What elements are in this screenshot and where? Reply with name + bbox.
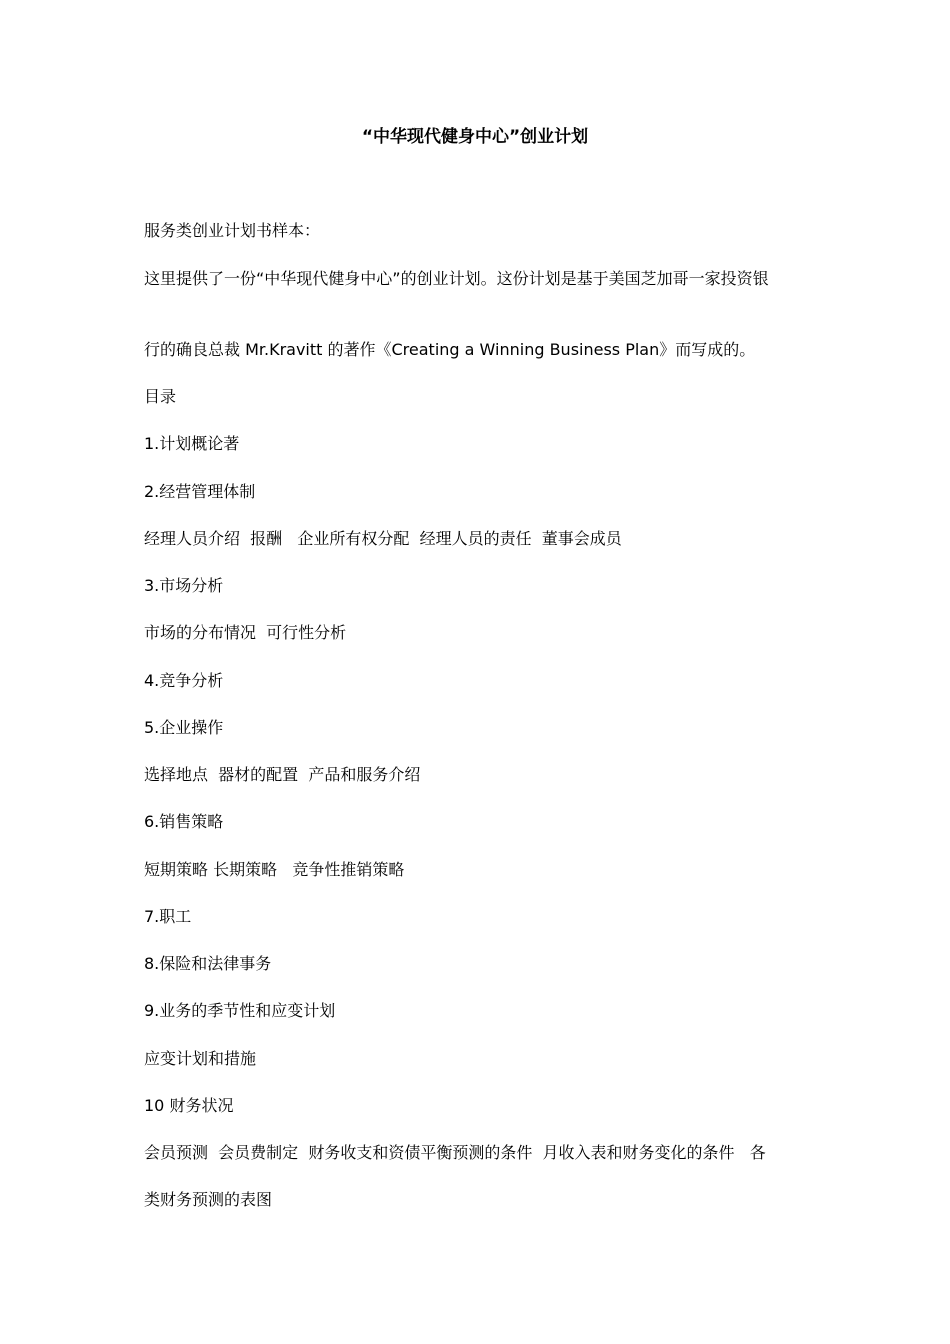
toc-subitems-2: 经理人员介绍 报酬 企业所有权分配 经理人员的责任 董事会成员 bbox=[144, 529, 622, 548]
toc-item-9: 9.业务的季节性和应变计划 bbox=[144, 1001, 336, 1020]
toc-subitems-3: 市场的分布情况 可行性分析 bbox=[144, 623, 347, 642]
toc-heading: 目录 bbox=[144, 387, 177, 406]
toc-item-1: 1.计划概论著 bbox=[144, 434, 240, 453]
document-title: “中华现代健身中心”创业计划 bbox=[361, 127, 589, 147]
toc-item-4: 4.竞争分析 bbox=[144, 671, 224, 690]
paragraph-intro: 这里提供了一份“中华现代健身中心”的创业计划。这份计划是基于美国芝加哥一家投资银 bbox=[144, 269, 769, 288]
paragraph-sample-label: 服务类创业计划书样本： bbox=[144, 221, 321, 240]
toc-subitems-10: 会员预测 会员费制定 财务收支和资债平衡预测的条件 月收入表和财务变化的条件 各 bbox=[144, 1143, 766, 1162]
toc-item-10: 10 财务状况 bbox=[144, 1096, 234, 1115]
toc-subitems-5: 选择地点 器材的配置 产品和服务介绍 bbox=[144, 765, 421, 784]
toc-item-3: 3.市场分析 bbox=[144, 576, 224, 595]
toc-item-2: 2.经营管理体制 bbox=[144, 482, 256, 501]
toc-subitems-9: 应变计划和措施 bbox=[144, 1049, 257, 1068]
toc-item-6: 6.销售策略 bbox=[144, 812, 224, 831]
toc-item-5: 5.企业操作 bbox=[144, 718, 224, 737]
toc-subitems-6: 短期策略 长期策略 竞争性推销策略 bbox=[144, 860, 405, 879]
toc-item-7: 7.职工 bbox=[144, 907, 192, 926]
toc-item-8: 8.保险和法律事务 bbox=[144, 954, 272, 973]
toc-subitems-10-cont: 类财务预测的表图 bbox=[144, 1190, 273, 1209]
paragraph-source: 行的确良总裁 Mr.Kravitt 的著作《Creating a Winning Business Plan》而写成的。 bbox=[144, 340, 756, 359]
